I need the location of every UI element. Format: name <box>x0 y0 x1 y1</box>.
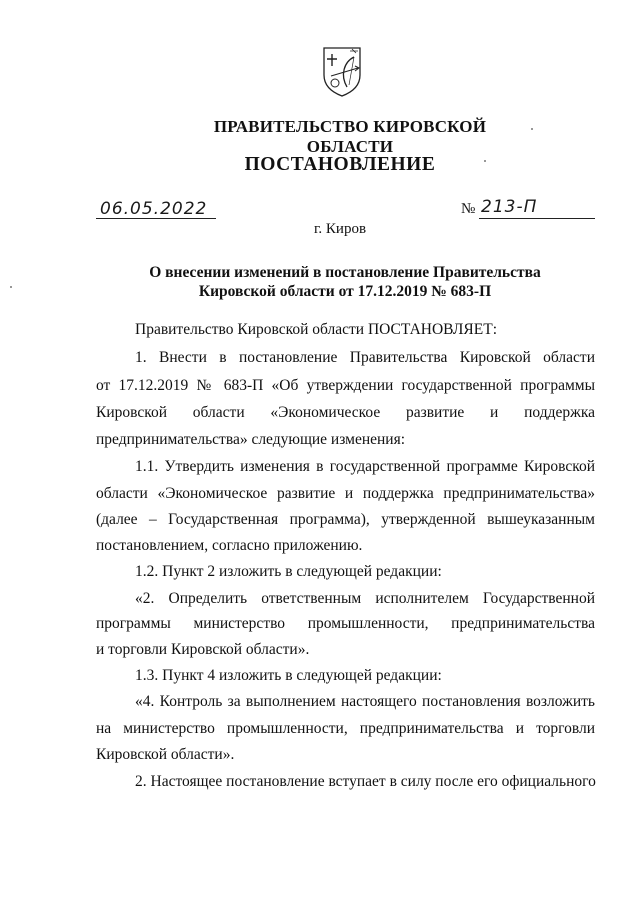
body-line: программы министерство промышленности, предпринимательства <box>96 615 595 632</box>
body-line: на министерство промышленности, предпринимательства и торговли <box>96 720 595 737</box>
body-line: Кировской области». <box>96 746 235 763</box>
body-line: «2. Определить ответственным исполнителем Государственной <box>135 590 595 607</box>
scan-speck <box>531 128 533 130</box>
coat-of-arms-icon <box>320 45 364 97</box>
body-line: «4. Контроль за выполнением настоящего постановления возложить <box>135 693 595 710</box>
body-line: Правительство Кировской области ПОСТАНОВЛЯЕТ: <box>135 321 498 338</box>
document-type: ПОСТАНОВЛЕНИЕ <box>244 154 436 175</box>
body-line: Кировской области «Экономическое развитие и поддержка <box>96 404 595 421</box>
document-subject <box>140 263 550 301</box>
document-number: 213-П <box>481 197 538 217</box>
subject-line: О внесении изменений в постановление Правительства <box>149 264 541 281</box>
number-underline <box>479 218 595 219</box>
body-line: 2. Настоящее постановление вступает в силу после его официального <box>135 773 596 790</box>
number-sign: № <box>461 201 476 217</box>
body-line: (далее – Государственная программа), утвержденной вышеуказанным <box>96 511 595 528</box>
date-underline <box>96 218 216 219</box>
body-line: области «Экономическое развитие и поддержка предпринимательства» <box>96 485 595 502</box>
body-line: от 17.12.2019 № 683-П «Об утверждении государственной программы <box>96 377 595 394</box>
body-line: 1.2. Пункт 2 изложить в следующей редакции: <box>135 563 442 580</box>
city: г. Киров <box>313 221 367 237</box>
body-line: предпринимательства» следующие изменения: <box>96 431 406 448</box>
organization-title: ПРАВИТЕЛЬСТВО КИРОВСКОЙ ОБЛАСТИ <box>213 117 487 156</box>
body-line: и торговли Кировской области». <box>96 641 310 658</box>
body-line: постановлением, согласно приложению. <box>96 537 363 554</box>
body-line: 1.1. Утвердить изменения в государственной программе Кировской <box>135 458 595 475</box>
subject-line: Кировской области от 17.12.2019 № 683-П <box>198 283 492 300</box>
document-date: 06.05.2022 <box>100 199 208 219</box>
scan-speck <box>10 286 12 288</box>
body-line: 1. Внести в постановление Правительства Кировской области <box>135 349 595 366</box>
body-line: 1.3. Пункт 4 изложить в следующей редакции: <box>135 667 442 684</box>
scan-speck <box>484 160 486 162</box>
